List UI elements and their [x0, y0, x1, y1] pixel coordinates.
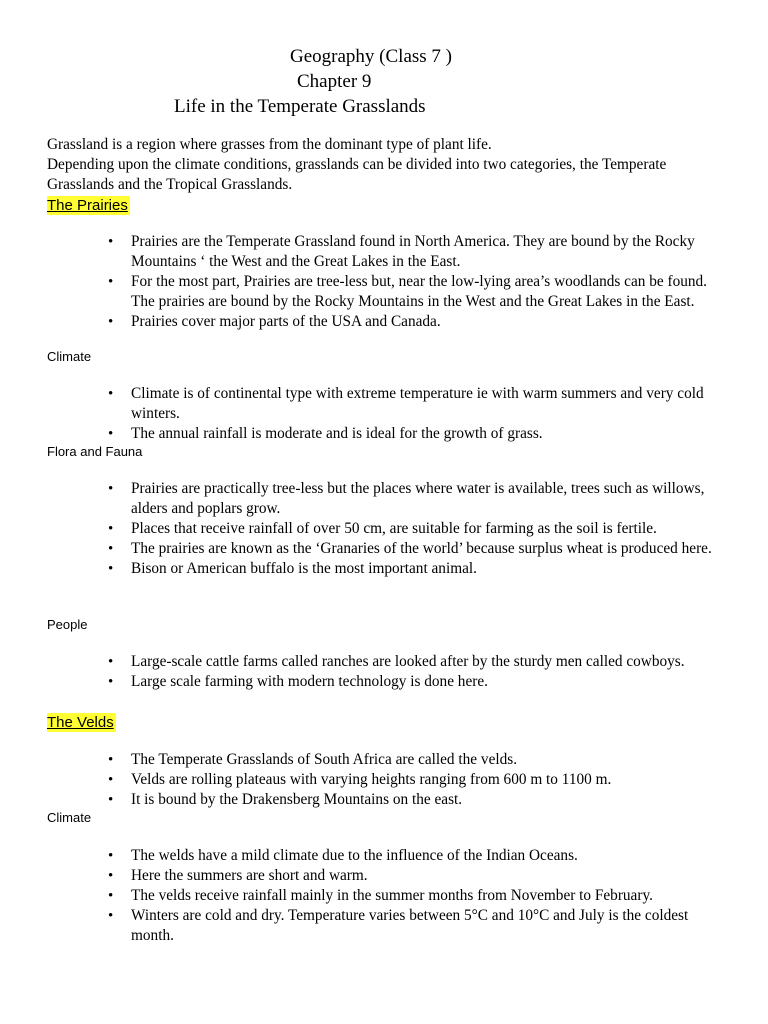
list-item: • Prairies are practically tree-less but the places where water is available, trees such as willows, alders and poplars grow. — [0, 479, 713, 519]
subheading-velds-climate: Climate — [47, 810, 92, 825]
intro-line: Depending upon the climate conditions, grasslands can be divided into two categories, the Temperate Grasslands and the Tropical Grasslands. — [47, 156, 667, 193]
list-item: • The annual rainfall is moderate and is ideal for the growth of grass. — [0, 424, 713, 444]
list-item: • The Temperate Grasslands of South Africa are called the velds. — [0, 750, 713, 770]
list-item: • Velds are rolling plateaus with varying heights ranging from 600 m to 1100 m. — [0, 770, 713, 790]
subheading-flora-fauna: Flora and Fauna — [47, 444, 143, 459]
chapter-title: Life in the Temperate Grasslands — [174, 96, 426, 117]
prairies-bullet-list — [0, 232, 768, 332]
intro-line: Grassland is a region where grasses from the dominant type of plant life. — [47, 136, 492, 153]
list-item: • The welds have a mild climate due to the influence of the Indian Oceans. — [0, 846, 713, 866]
section-heading-velds: The Velds — [47, 714, 114, 731]
list-item: • Large scale farming with modern technology is done here. — [0, 672, 713, 692]
velds-climate-list — [0, 846, 768, 946]
list-item: • For the most part, Prairies are tree-less but, near the low-lying area’s woodlands can be found. The prairies are bound by the Rocky Mountains in the West and the Great Lakes in the East. — [0, 272, 713, 312]
list-item: • Bison or American buffalo is the most important animal. — [0, 559, 713, 579]
intro-paragraph — [47, 135, 737, 195]
flora-fauna-list — [0, 479, 768, 579]
list-item: • Winters are cold and dry. Temperature varies between 5°C and 10°C and July is the coldest month. — [0, 906, 713, 946]
list-item: • Prairies are the Temperate Grassland found in North America. They are bound by the Rocky Mountains ‘ the West and the Great Lakes in the East. — [0, 232, 713, 272]
people-list — [0, 652, 768, 692]
section-heading-prairies: The Prairies — [47, 197, 128, 214]
list-item: • It is bound by the Drakensberg Mountains on the east. — [0, 790, 713, 810]
velds-bullet-list — [0, 750, 768, 810]
list-item: • Large-scale cattle farms called ranches are looked after by the sturdy men called cowboys. — [0, 652, 713, 672]
list-item: • The prairies are known as the ‘Granaries of the world’ because surplus wheat is produced here. — [0, 539, 713, 559]
list-item: • Here the summers are short and warm. — [0, 866, 713, 886]
list-item: • Places that receive rainfall of over 50 cm, are suitable for farming as the soil is fertile. — [0, 519, 713, 539]
subheading-people: People — [47, 617, 88, 632]
list-item: • Prairies cover major parts of the USA and Canada. — [0, 312, 713, 332]
prairies-climate-list — [0, 384, 768, 444]
subheading-prairies-climate: Climate — [47, 349, 92, 364]
document-title: Geography (Class 7 ) — [290, 46, 452, 67]
list-item: • Climate is of continental type with extreme temperature ie with warm summers and very cold winters. — [0, 384, 713, 424]
list-item: • The velds receive rainfall mainly in the summer months from November to February. — [0, 886, 713, 906]
chapter-number: Chapter 9 — [297, 71, 372, 92]
